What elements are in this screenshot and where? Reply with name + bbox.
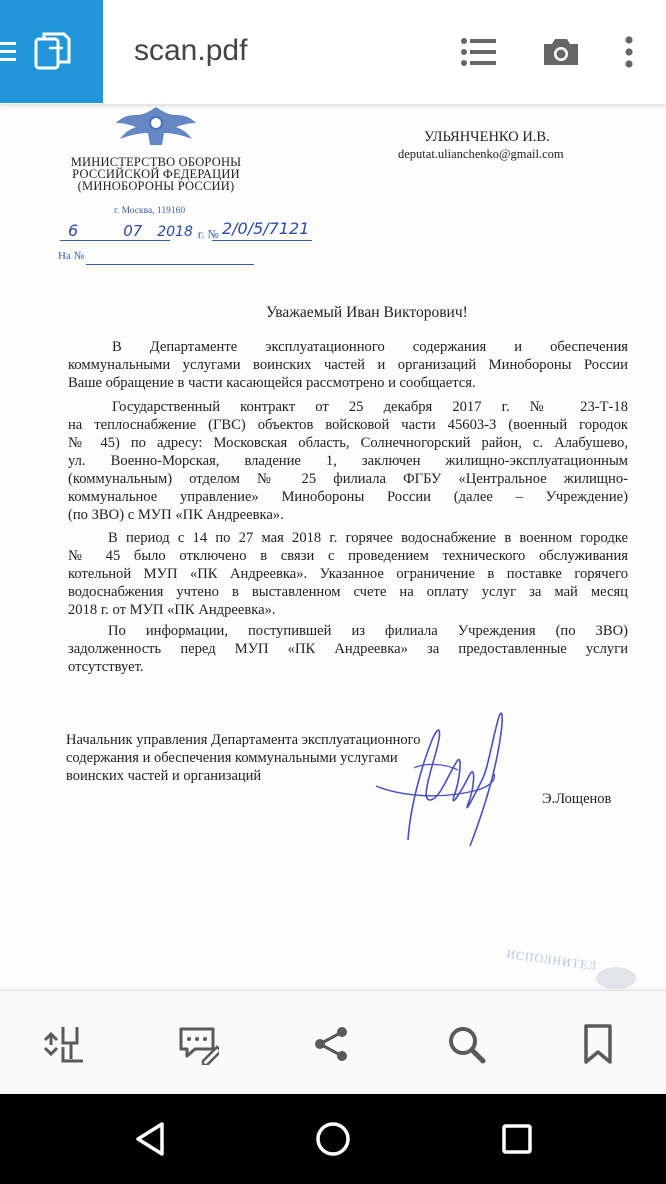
more-options-icon[interactable]	[606, 28, 654, 76]
comment-icon[interactable]	[177, 1023, 219, 1065]
system-navigation-bar	[0, 1094, 666, 1184]
paragraph-line: на теплоснабжение (ГВС) объектов войсковой части 45603-3 (военный городок	[68, 417, 628, 433]
camera-icon[interactable]	[537, 28, 585, 76]
paragraph-line: котельной МУП «ПК Андреевка». Указанное ограничение в поставке горячего	[68, 566, 628, 582]
paragraph-line: 2018 г. от МУП «ПК Андреевка».	[68, 602, 276, 618]
sidebar-toggle-button[interactable]	[0, 0, 103, 103]
paragraph-line: В Департаменте эксплуатационного содержания и обеспечения	[112, 339, 628, 355]
ministry-line-2: РОССИЙСКОЙ ФЕДЕРАЦИИ	[72, 167, 240, 181]
paragraph-line: отсутствует.	[68, 659, 144, 675]
faint-stamp: ИСПОЛНИТЕЛ	[505, 946, 599, 974]
paragraph-3	[68, 529, 628, 619]
paragraph-line: По информации, поступившей из филиала Учреждения (по ЗВО)	[108, 623, 628, 639]
paragraph-line: № 45 было отключено в связи с проведением технического обслуживания	[68, 548, 628, 564]
paragraph-4	[68, 622, 628, 676]
bottom-toolbar	[0, 990, 666, 1095]
paragraph-line: коммунальное управление» Минобороны России (далее – Учреждение)	[68, 489, 628, 505]
menu-icon[interactable]	[0, 40, 18, 64]
paragraph-line: В период с 14 по 27 мая 2018 г. горячее водоснабжение в военном городке	[108, 530, 628, 546]
document-title: scan.pdf	[134, 34, 248, 67]
share-icon[interactable]	[311, 1023, 353, 1065]
signature-title-line: воинских частей и организаций	[66, 768, 262, 784]
top-app-bar	[0, 0, 666, 105]
paragraph-line: Государственный контракт от 25 декабря 2017 г. № 23-Т-18	[112, 399, 628, 415]
recipient-email: deputat.ulianchenko@gmail.com	[398, 147, 564, 161]
paragraph-line: (коммунальным) отделом № 25 филиала ФГБУ «Центральное жилищно-	[68, 471, 628, 487]
eagle-emblem-icon	[114, 105, 198, 149]
document-number: 2/0/5/7121	[221, 219, 310, 238]
date-suffix: г. №	[197, 227, 219, 241]
recents-icon[interactable]	[494, 1116, 540, 1162]
signer-name: Э.Лощенов	[542, 791, 612, 807]
back-icon[interactable]	[128, 1116, 174, 1162]
ministry-address: г. Москва, 119160	[114, 206, 186, 216]
paragraph-line: (по ЗВО) с МУП «ПК Андреевка».	[68, 507, 284, 523]
signature-title-line: содержания и обеспечения коммунальными услугами	[66, 750, 398, 766]
ministry-line-3: (МИНОБОРОНЫ РОССИИ)	[77, 179, 235, 193]
fit-width-icon[interactable]	[43, 1023, 85, 1065]
paragraph-line: Ваше обращение в части касающейся рассмотрено и сообщается.	[68, 375, 476, 391]
home-icon[interactable]	[310, 1116, 356, 1162]
search-icon[interactable]	[445, 1023, 487, 1065]
paragraph-line: ул. Военно-Морская, владение 1, заключен жилищно-эксплуатационным	[68, 453, 628, 469]
paragraph-1	[68, 338, 628, 392]
pages-icon[interactable]	[33, 30, 73, 72]
greeting: Уважаемый Иван Викторович!	[266, 304, 468, 321]
paragraph-line: коммунальными услугами воинских частей и организаций Минобороны России	[68, 357, 628, 373]
bookmark-icon[interactable]	[577, 1023, 619, 1065]
signature-title-line: Начальник управления Департамента эксплуатационного	[66, 732, 421, 748]
ministry-line-1: МИНИСТЕРСТВО ОБОРОНЫ	[70, 155, 242, 169]
date-year: 2018	[157, 224, 193, 240]
paragraph-line: водоснабжения учтено в выставленном счете на оплату услуг за май месяц	[68, 584, 628, 600]
paragraph-line: № 45) по адресу: Московская область, Солнечногорский район, с. Алабушево,	[68, 435, 628, 451]
reply-to-label: На №	[58, 250, 85, 262]
date-month: 07	[123, 222, 143, 240]
document-page[interactable]	[0, 105, 666, 990]
recipient-name: УЛЬЯНЧЕНКО И.В.	[424, 129, 550, 145]
outline-list-icon[interactable]	[455, 28, 503, 76]
date-day: 6	[68, 221, 79, 240]
paragraph-line: задолженность перед МУП «ПК Андреевка» за предоставленные услуги	[68, 641, 628, 657]
handwritten-signature	[370, 700, 520, 850]
paragraph-2	[68, 398, 628, 524]
